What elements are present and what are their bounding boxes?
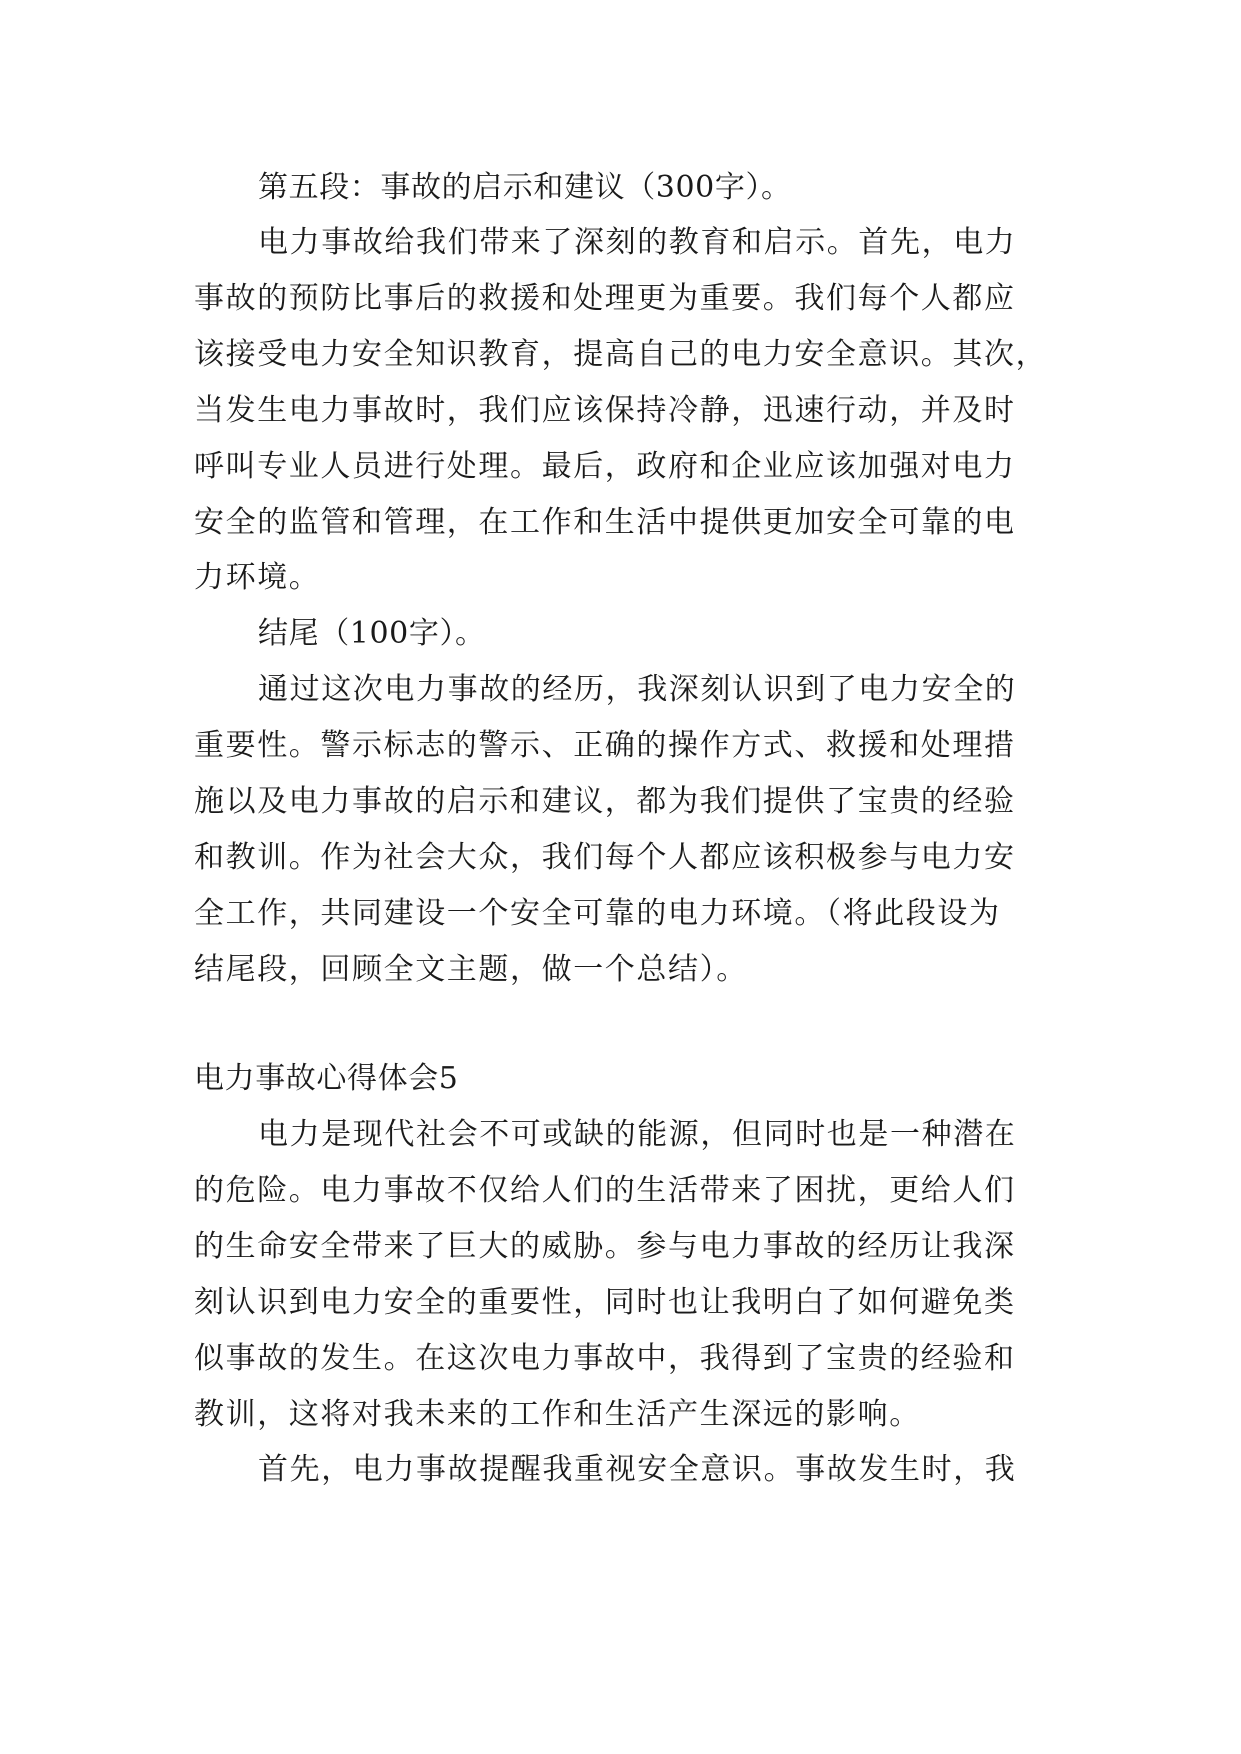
paragraph-line: 重要性。警示标志的警示、正确的操作方式、救援和处理措 [194,728,1016,763]
paragraph-line: 呼叫专业人员进行处理。最后，政府和企业应该加强对电力 [194,449,1016,484]
paragraph-line: 结尾段，回顾全文主题，做一个总结）。 [194,952,748,987]
paragraph-line: 力环境。 [194,560,321,595]
paragraph-line: 教训，这将对我未来的工作和生活产生深远的影响。 [194,1397,921,1432]
paragraph-line: 的生命安全带来了巨大的威胁。参与电力事故的经历让我深 [194,1229,1016,1264]
paragraph-line: 首先，电力事故提醒我重视安全意识。事故发生时，我 [258,1452,1017,1487]
paragraph-line: 施以及电力事故的启示和建议，都为我们提供了宝贵的经验 [194,784,1016,819]
paragraph-line: 全工作，共同建设一个安全可靠的电力环境。（将此段设为 [194,896,1001,931]
paragraph-line: 和教训。作为社会大众，我们每个人都应该积极参与电力安 [194,840,1016,875]
paragraph-line: 当发生电力事故时，我们应该保持冷静，迅速行动，并及时 [194,393,1016,428]
paragraph-line: 事故的预防比事后的救援和处理更为重要。我们每个人都应 [194,281,1016,316]
section-heading-ending: 结尾（100字）。 [258,616,486,651]
paragraph-line: 通过这次电力事故的经历，我深刻认识到了电力安全的 [258,672,1017,707]
paragraph-line: 电力是现代社会不可或缺的能源，但同时也是一种潜在 [258,1117,1017,1152]
section-heading-5: 第五段：事故的启示和建议（300字）。 [258,170,792,205]
article-title: 电力事故心得体会5 [194,1061,459,1096]
paragraph-line: 似事故的发生。在这次电力事故中，我得到了宝贵的经验和 [194,1341,1016,1376]
paragraph-line: 的危险。电力事故不仅给人们的生活带来了困扰，更给人们 [194,1173,1016,1208]
paragraph-line: 刻认识到电力安全的重要性，同时也让我明白了如何避免类 [194,1285,1016,1320]
paragraph-line: 该接受电力安全知识教育，提高自己的电力安全意识。其次， [194,337,1048,372]
paragraph-line: 安全的监管和管理，在工作和生活中提供更加安全可靠的电 [194,505,1016,540]
paragraph-line: 电力事故给我们带来了深刻的教育和启示。首先，电力 [258,225,1017,260]
